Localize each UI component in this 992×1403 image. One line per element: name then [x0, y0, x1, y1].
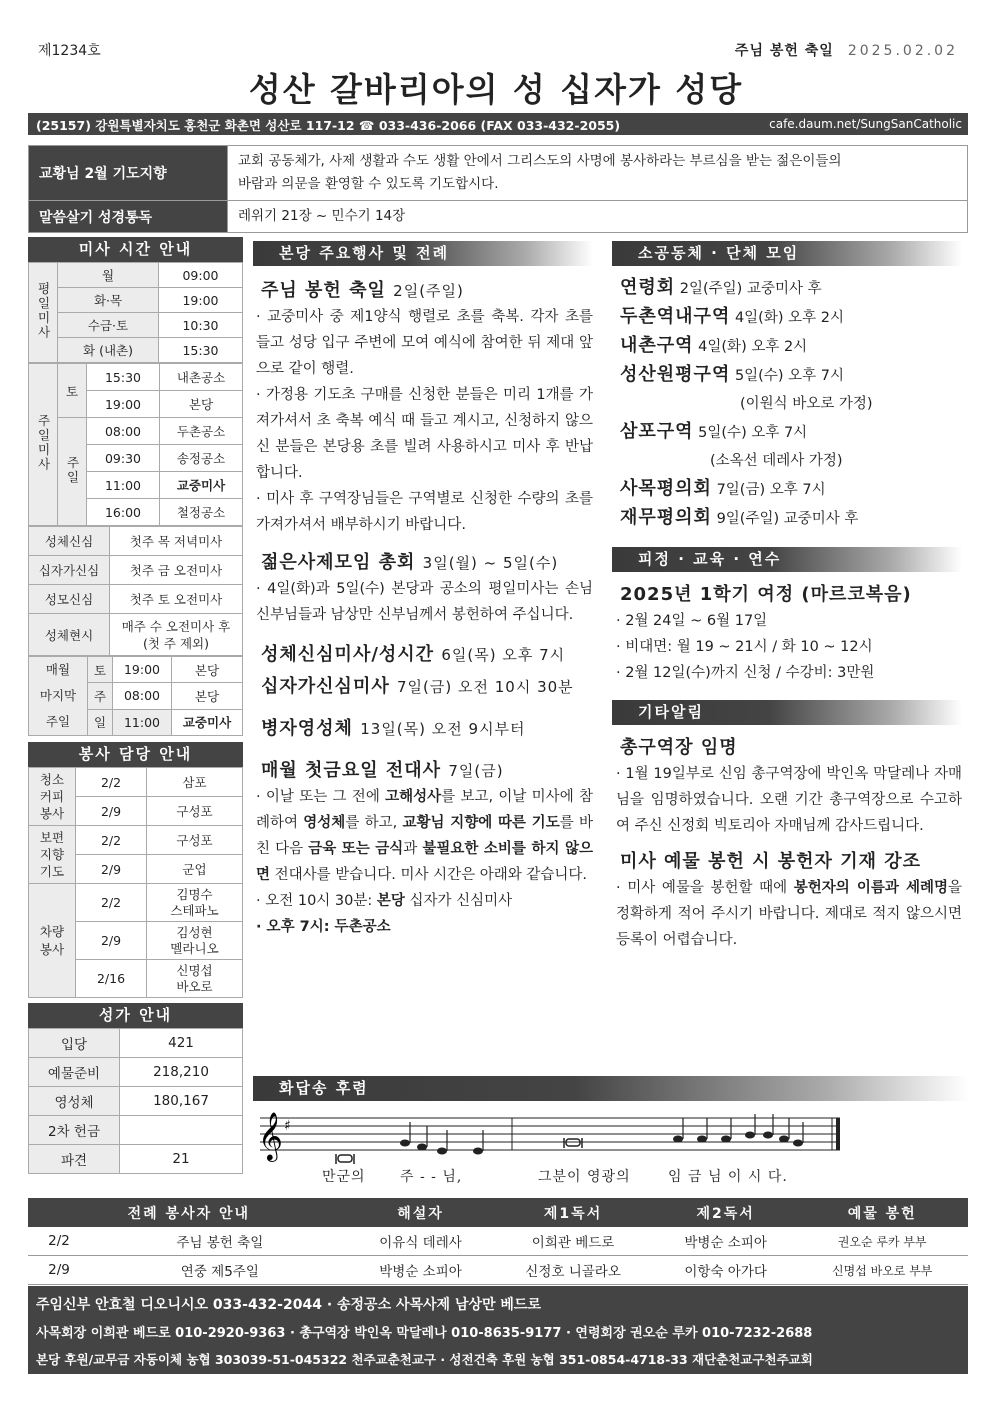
liturgy-header: 전례 봉사자 안내	[28, 1198, 350, 1227]
last-place: 본당	[172, 683, 243, 709]
event-paragraph: · 교중미사 중 제1양식 행렬로 초를 축복. 각자 초를 들고 성당 입구 주변에 모여 예식에 참여한 뒤 제대 앞으로 같이 행렬.	[256, 309, 593, 377]
last-place: 교중미사	[172, 709, 243, 735]
weekday-table	[28, 262, 243, 363]
footer-line: 사목회장 이희관 베드로 010-2920-9363 · 총구역장 박인옥 막달레나 010-8635-9177 · 연령회장 권오순 루카 010-7232-2688	[36, 1326, 813, 1341]
weekday-label	[29, 263, 58, 363]
bulletin-label-3: 기도	[39, 864, 65, 879]
event-title	[253, 674, 593, 700]
edu-head: 2025년 1학기 여정 (마르코복음)	[620, 584, 912, 605]
page-title: 성산 갈바리아의 성 십자가 성당	[248, 70, 744, 109]
group-when: 5일(수) 오후 7시	[734, 368, 844, 384]
devotion-when: 첫주 토 오전미사	[110, 585, 243, 614]
coffee-label-3: 봉사	[39, 806, 65, 821]
group-name: 연령회	[620, 277, 676, 298]
hymn-title: 성가 안내	[28, 1003, 243, 1028]
text-run: 를 보고, 이날 미사에 참례하여	[256, 789, 593, 831]
last-sunday-label	[29, 657, 88, 736]
car-label-1: 차량	[39, 923, 65, 939]
car-who-name: 김성현	[176, 924, 213, 940]
liturgy-offering: 권오순 루카 부부	[796, 1227, 968, 1256]
hymn-label: 예물준비	[29, 1058, 120, 1087]
service-date: 2/9	[76, 797, 147, 826]
coffee-label	[29, 768, 76, 826]
prayer-text	[228, 146, 968, 201]
weekday-day: 화 (내촌)	[58, 338, 159, 363]
mass-times	[28, 237, 243, 1174]
weekday-time: 10:30	[159, 313, 243, 338]
bulletin-label-2: 지향	[39, 847, 65, 862]
event-title	[253, 716, 593, 742]
devotion-when: 첫주 목 저녁미사	[110, 527, 243, 556]
event-title	[253, 278, 593, 304]
last-label-2: 마지막	[39, 688, 77, 703]
group-when: 9일(주일) 교중미사 후	[716, 511, 859, 527]
last-place: 본당	[172, 657, 243, 683]
weekday-time: 15:30	[159, 338, 243, 363]
liturgy-date: 2/9	[28, 1256, 90, 1285]
group-name: 삼포구역	[620, 421, 694, 442]
lyric-word: 임 금 님 이 시 다.	[668, 1169, 788, 1185]
text-run: 십자가 신심미사	[404, 893, 513, 909]
other-paragraph: · 1월 19일부로 신임 총구역장에 박인옥 막달레나 자매님을 임명하였습니다. 오랜 기간 총구역장으로 수고하여 주신 신정회 빅토리아 자매님께 감사드립니다.	[616, 766, 962, 834]
psalm-section	[253, 1076, 968, 1101]
devotion-table	[28, 526, 243, 656]
event-date: 7일(금) 오전 10시 30분	[397, 678, 574, 696]
liturgy-commentator: 박병순 소피아	[350, 1256, 492, 1285]
event-paragraph: · 미사 후 구역장님들은 구역별로 신청한 수량의 초를 가져가셔서 배부하시기 바랍니다.	[256, 491, 593, 533]
sunday-label	[29, 364, 58, 526]
sunday-label-text: 주일미사	[36, 414, 51, 472]
group-row	[620, 332, 962, 361]
sun-label-text: 주일	[65, 455, 80, 485]
group-row	[620, 274, 962, 303]
liturgy-day: 주님 봉헌 축일	[90, 1227, 350, 1256]
event-date: 13일(목) 오전 9시부터	[360, 720, 526, 738]
liturgy-day: 연중 제5주일	[90, 1256, 350, 1285]
group-when: 4일(화) 오후 2시	[698, 339, 808, 355]
text-emphasis: 영성체	[303, 815, 346, 831]
devotion-name: 십자가신심	[29, 556, 110, 585]
liturgy-header: 해설자	[350, 1198, 492, 1227]
event-line	[253, 888, 593, 914]
edu-line: · 비대면: 월 19 ~ 21시 / 화 10 ~ 12시	[616, 639, 873, 655]
prayer-text-2: 바람과 의문을 환영할 수 있도록 기도합시다.	[238, 176, 499, 192]
bulletin-label	[29, 826, 76, 884]
last-label-1: 매월	[45, 662, 71, 677]
devotion-name: 성모신심	[29, 585, 110, 614]
hymn-number: 180,167	[120, 1087, 243, 1116]
text-run: 을 정확하게 적어 주시기 바랍니다. 제대로 적지 않으시면 등록이 어렵습니다.	[616, 880, 962, 948]
car-label	[29, 884, 76, 998]
footer-line: 본당 후원/교무금 자동이체 농협 303039-51-045322 천주교춘천교구 · 성전건축 후원 농협 351-0854-4718-33 재단춘천교구천주교회	[36, 1352, 813, 1367]
devotion-when: 첫주 금 오전미사	[110, 556, 243, 585]
footer	[28, 1286, 968, 1374]
car-who-name: 김명수	[176, 886, 213, 902]
service-date: 2/16	[76, 960, 147, 998]
hymn-number: 421	[120, 1029, 243, 1058]
groups-list	[612, 274, 962, 533]
text-run: 를 하고,	[345, 815, 403, 831]
weekday-day: 화·목	[58, 288, 159, 313]
table-row	[28, 1227, 968, 1256]
group-host: (소옥선 데레사 가정)	[710, 453, 843, 469]
group-when: 2일(주일) 교중미사 후	[679, 281, 822, 297]
event-date: 3일(월) ~ 5일(수)	[422, 554, 559, 572]
sun-time: 11:00	[87, 472, 160, 499]
service-who: 구성포	[147, 797, 243, 826]
events-column	[253, 241, 593, 940]
bulletin-label-1: 보편	[39, 830, 65, 845]
hymn-number: 218,210	[120, 1058, 243, 1087]
address-bar	[28, 113, 968, 135]
feast-name: 주님 봉헌 축일	[734, 43, 834, 59]
event-paragraph: · 4일(화)과 5일(수) 본당과 공소의 평일미사는 손님신부님들과 남상만 신부님께서 봉헌하여 주십니다.	[256, 581, 593, 623]
liturgy-header: 제1독서	[491, 1198, 654, 1227]
service-date: 2/2	[76, 884, 147, 922]
sat-place: 내촌공소	[160, 364, 243, 391]
group-name: 내촌구역	[620, 335, 694, 356]
last-day: 일	[88, 709, 113, 735]
sun-label	[58, 418, 87, 526]
event-name: 성체신심미사/성시간	[261, 644, 435, 665]
weekday-day: 수금·토	[58, 313, 159, 338]
cafe-link[interactable]: cafe.daum.net/SungSanCatholic	[769, 117, 962, 131]
liturgy-commentator: 이유식 데레사	[350, 1227, 492, 1256]
groups-title: 소공동체 · 단체 모임	[612, 241, 962, 266]
treble-clef-icon: 𝄞	[258, 1111, 283, 1160]
hymn-label: 입당	[29, 1029, 120, 1058]
prayer-table	[28, 145, 968, 233]
sun-place: 송정공소	[160, 445, 243, 472]
sun-time: 09:30	[87, 445, 160, 472]
event-name: 매월 첫금요일 전대사	[261, 760, 442, 781]
other-title: 기타알림	[612, 700, 962, 725]
devotion-when-main: 매주 수 오전미사 후	[121, 618, 231, 634]
hymn-table	[28, 1028, 243, 1174]
group-when: 7일(금) 오후 7시	[716, 482, 826, 498]
sat-label: 토	[58, 364, 87, 418]
other-head: 총구역장 임명	[620, 737, 738, 758]
sun-time: 08:00	[87, 418, 160, 445]
other-paragraph	[612, 875, 962, 953]
liturgy-date: 2/2	[28, 1227, 90, 1256]
sunday-table	[28, 363, 243, 526]
devotion-when	[110, 614, 243, 656]
liturgy-reader2: 박병순 소피아	[655, 1227, 797, 1256]
event-title	[253, 758, 593, 784]
events-title: 본당 주요행사 및 전례	[253, 241, 593, 266]
liturgy-table	[28, 1198, 968, 1285]
service-table	[28, 767, 243, 998]
group-name: 두촌역내구역	[620, 306, 731, 327]
prayer-text-1: 교회 공동체가, 사제 생활과 수도 생활 안에서 그리스도의 사명에 봉사하라는 부르심을 받는 젊은이들의	[238, 153, 842, 169]
edu-title: 피정 · 교육 · 연수	[612, 547, 962, 572]
text-emphasis: 교황님 지향에 따른 기도	[402, 815, 560, 831]
last-day: 토	[88, 657, 113, 683]
service-date: 2/9	[76, 855, 147, 884]
service-who: 구성포	[147, 826, 243, 855]
service-who	[147, 884, 243, 922]
group-row	[620, 303, 962, 332]
text-emphasis: 불필요한 소비를 하지 않으면	[256, 841, 593, 883]
group-row	[620, 504, 962, 533]
devotion-note: (첫 주 제외)	[142, 635, 209, 651]
right-column	[612, 241, 962, 953]
edu-line: · 2월 24일 ~ 6월 17일	[616, 613, 768, 629]
weekday-time: 09:00	[159, 263, 243, 288]
event-date: 2일(주일)	[393, 282, 464, 300]
group-row	[620, 475, 962, 504]
group-when: 5일(수) 오후 7시	[698, 425, 808, 441]
sharp-icon: ♯	[284, 1118, 291, 1134]
text-emphasis: 봉헌자의 이름과 세례명	[793, 880, 948, 896]
sun-place: 교중미사	[160, 472, 243, 499]
lyric-word: 만군의	[322, 1169, 366, 1185]
group-row	[620, 361, 962, 390]
group-name: 성산원평구역	[620, 364, 731, 385]
car-who-baptism: 멜라니오	[170, 940, 219, 956]
prayer-label: 교황님 2월 기도지향	[29, 146, 228, 201]
bible-label: 말씀살기 성경통독	[29, 201, 228, 233]
liturgy-reader1: 신정호 니골라오	[491, 1256, 654, 1285]
hymn-number: 21	[120, 1145, 243, 1174]
service-who	[147, 922, 243, 960]
last-sunday-table	[28, 656, 243, 736]
service-date: 2/2	[76, 826, 147, 855]
event-title	[253, 642, 593, 668]
weekday-time: 19:00	[159, 288, 243, 313]
weekday-label-text: 평일미사	[36, 282, 51, 340]
service-title: 봉사 담당 안내	[28, 742, 243, 767]
issue-date: 2025.02.02	[847, 43, 958, 59]
devotion-name: 성체현시	[29, 614, 110, 656]
top-line	[38, 38, 958, 62]
service-who: 군업	[147, 855, 243, 884]
sat-time: 15:30	[87, 364, 160, 391]
event-title	[253, 550, 593, 576]
sat-place: 본당	[160, 391, 243, 418]
group-name: 사목평의회	[620, 478, 712, 499]
mass-times-title: 미사 시간 안내	[28, 237, 243, 262]
sun-time: 16:00	[87, 499, 160, 526]
car-who-baptism: 스테파노	[170, 902, 219, 918]
text-run: · 이날 또는 그 전에	[256, 789, 386, 805]
event-name: 주님 봉헌 축일	[261, 280, 386, 301]
lyric-word: 주 - - 님,	[400, 1169, 463, 1185]
event-name: 병자영성체	[261, 718, 353, 739]
table-row	[28, 1256, 968, 1285]
event-date: 7일(금)	[448, 762, 504, 780]
last-time: 11:00	[113, 709, 172, 735]
weekday-day: 월	[58, 263, 159, 288]
bible-text: 레위기 21장 ~ 민수기 14장	[228, 201, 968, 233]
event-date: 6일(목) 오후 7시	[441, 646, 566, 664]
service-date: 2/2	[76, 768, 147, 797]
group-host: (이원식 바오로 가정)	[740, 396, 873, 412]
sun-place: 두촌공소	[160, 418, 243, 445]
service-who: 삼포	[147, 768, 243, 797]
event-paragraph	[253, 784, 593, 888]
psalm-score	[250, 1106, 845, 1186]
text-run: · 오전 10시 30분:	[256, 893, 377, 909]
text-run: 전대사를 받습니다. 미사 시간은 아래와 같습니다.	[270, 867, 588, 883]
liturgy-reader2: 이항숙 아가다	[655, 1256, 797, 1285]
text-emphasis: 본당	[376, 893, 405, 909]
last-time: 08:00	[113, 683, 172, 709]
event-name: 십자가신심미사	[261, 676, 390, 697]
coffee-label-1: 청소	[39, 772, 65, 787]
group-row	[620, 418, 962, 447]
service-who	[147, 960, 243, 998]
liturgy-offering: 신명섭 바오로 부부	[796, 1256, 968, 1285]
event-line: · 오후 7시: 두촌공소	[256, 919, 391, 935]
sun-place: 철정공소	[160, 499, 243, 526]
footer-line: 주임신부 안효철 디오니시오 033-432-2044 · 송정공소 사목사제 남상만 베드로	[36, 1297, 541, 1313]
feast-line	[735, 40, 958, 60]
last-day: 주	[88, 683, 113, 709]
hymn-label: 파견	[29, 1145, 120, 1174]
liturgy-header: 제2독서	[655, 1198, 797, 1227]
psalm-title: 화답송 후렴	[253, 1076, 968, 1101]
text-emphasis: 고해성사	[385, 789, 442, 805]
last-time: 19:00	[113, 657, 172, 683]
edu-line: · 2월 12일(수)까지 신청 / 수강비: 3만원	[616, 665, 875, 681]
hymn-label: 2차 헌금	[29, 1116, 120, 1145]
sat-time: 19:00	[87, 391, 160, 418]
hymn-number	[120, 1116, 243, 1145]
text-emphasis: 금육 또는 금식	[308, 841, 404, 857]
issue-number: 제1234호	[38, 43, 101, 59]
hymn-label: 영성체	[29, 1087, 120, 1116]
text-run: 과	[403, 841, 423, 857]
liturgy-reader1: 이희관 베드로	[491, 1227, 654, 1256]
coffee-label-2: 커피	[39, 789, 65, 804]
car-who-baptism: 바오로	[176, 978, 213, 994]
last-label-3: 주일	[45, 714, 71, 729]
text-run: 를 바친 다음	[256, 815, 593, 857]
lyric-word: 그분이 영광의	[538, 1169, 631, 1185]
other-head: 미사 예물 봉헌 시 봉헌자 기재 강조	[620, 851, 922, 872]
event-name: 젊은사제모임 총회	[261, 552, 416, 573]
car-who-name: 신명섭	[176, 962, 213, 978]
devotion-name: 성체신심	[29, 527, 110, 556]
event-paragraph: · 가정용 기도초 구매를 신청한 분들은 미리 1개를 가져가셔서 초 축복 예식 때 들고 계시고, 신청하지 않으신 분들은 본당용 초를 빌려 사용하시고 미사 후 반납합니다.	[256, 387, 593, 481]
service-date: 2/9	[76, 922, 147, 960]
text-run: · 미사 예물을 봉헌할 때에	[616, 880, 794, 896]
liturgy-header: 예물 봉헌	[796, 1198, 968, 1227]
car-label-2: 봉사	[39, 941, 65, 957]
group-name: 재무평의회	[620, 507, 712, 528]
group-when: 4일(화) 오후 2시	[734, 310, 844, 326]
address: (25157) 강원특별자치도 홍천군 화촌면 성산로 117-12 ☎ 033-436-2066 (FAX 033-432-2055)	[36, 118, 621, 133]
